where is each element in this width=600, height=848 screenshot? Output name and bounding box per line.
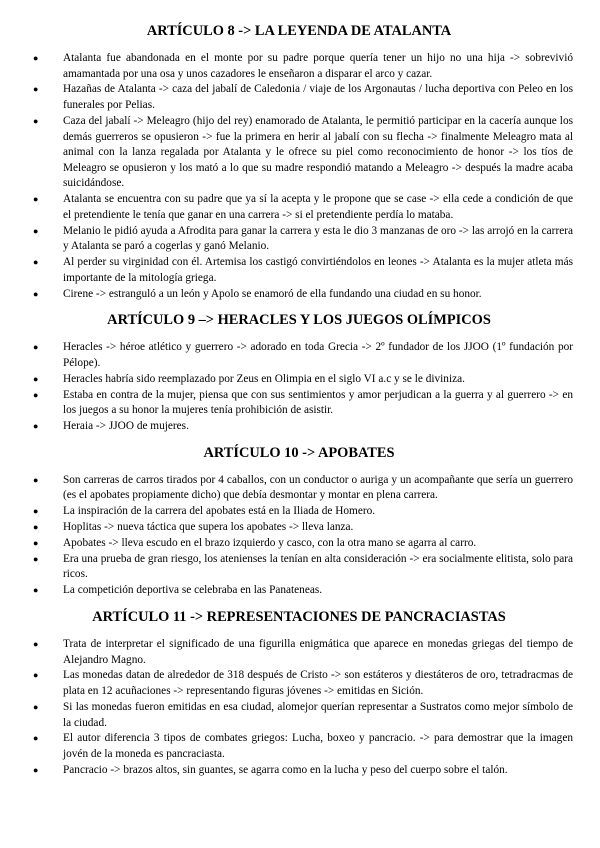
list-item-text: Estaba en contra de la mujer, piensa que con sus sentimientos y amor perjudican a la guerra y al guerrero -> en los juegos a su honor la mujeres tenía prohibición de asistir. — [63, 388, 573, 417]
list-item-text: Si las monedas fueron emitidas en esa ciudad, alomejor querían representar a Sustratos como mejor símbolo de la ciudad. — [63, 700, 573, 729]
section-articulo-8 — [25, 22, 573, 302]
section-articulo-10 — [25, 444, 573, 599]
list-item-text: Hazañas de Atalanta -> caza del jabalí de Caledonia / viaje de los Argonautas / lucha deportiva con Peleo en los funerales por Pelias. — [63, 83, 573, 112]
list-item — [25, 287, 573, 303]
list-item — [25, 731, 573, 762]
list-item — [25, 473, 573, 504]
list-item — [25, 388, 573, 419]
list-item-text: Pancracio -> brazos altos, sin guantes, se agarra como en la lucha y peso del cuerpo sobre el talón. — [63, 763, 508, 776]
bullet-icon: ● — [33, 474, 39, 485]
bullet-icon: ● — [33, 522, 39, 533]
bullet-icon: ● — [33, 194, 39, 205]
section-articulo-11 — [25, 608, 573, 779]
bullet-icon: ● — [33, 288, 39, 299]
list-item — [25, 419, 573, 435]
bullet-icon: ● — [33, 257, 39, 268]
bullet-list — [25, 637, 573, 779]
bullet-icon: ● — [33, 225, 39, 236]
list-item-text: La competición deportiva se celebraba en las Panateneas. — [63, 584, 323, 597]
bullet-icon: ● — [33, 553, 39, 564]
list-item-text: Melanio le pidió ayuda a Afrodita para ganar la carrera y esta le dio 3 manzanas de oro -> las arrojó en la carrera y Atalanta se paró a cogerlas y ganó Melanio. — [63, 224, 573, 253]
bullet-icon: ● — [33, 115, 39, 126]
list-item — [25, 224, 573, 255]
list-item — [25, 114, 573, 192]
bullet-icon: ● — [33, 538, 39, 548]
list-item — [25, 763, 573, 779]
list-item-text: Al perder su virginidad con él. Artemisa los castigó convirtiéndolos en leones -> Atalanta es la mujer atleta más importante de la mitología griega. — [63, 256, 573, 284]
list-item-text: El autor diferencia 3 tipos de combates griegos: Lucha, boxeo y pancracio. -> para demostrar que la imagen jovén de la moneda es pancraciasta. — [63, 732, 573, 761]
list-item-text: Las monedas datan de alrededor de 318 después de Cristo -> son estáteros y diestáteros de oro, tetradracmas de plata en 12 acuñaciones -> representando figuras jóvenes -> emitidas en Sición. — [63, 669, 573, 698]
list-item-text: La inspiración de la carrera del apobates está en la Iliada de Homero. — [63, 505, 376, 518]
bullet-icon: ● — [33, 53, 39, 63]
bullet-icon: ● — [33, 389, 39, 400]
bullet-icon: ● — [33, 701, 39, 712]
list-item — [25, 51, 573, 82]
list-item — [25, 700, 573, 731]
list-item — [25, 668, 573, 699]
section-title: ARTÍCULO 11 -> REPRESENTACIONES DE PANCRACIASTAS — [92, 608, 506, 625]
list-item-text: Son carreras de carros tirados por 4 caballos, con un conductor o auriga y un acompañante que sería un guerrero (es el apobates propiamente dicho) que debía desmontar y montar en plena carrera. — [63, 473, 573, 502]
bullet-icon: ● — [33, 764, 39, 775]
bullet-list — [25, 51, 573, 302]
list-item-text: Hoplitas -> nueva táctica que supera los apobates -> lleva lanza. — [63, 521, 354, 534]
list-item — [25, 504, 573, 520]
list-item-text: Apobates -> lleva escudo en el brazo izquierdo y casco, con la otra mano se agarra al carro. — [63, 537, 477, 549]
list-item — [25, 372, 573, 388]
section-title: ARTÍCULO 9 –> HERACLES Y LOS JUEGOS OLÍMPICOS — [107, 312, 491, 329]
list-item-text: Era una prueba de gran riesgo, los atenienses la tenían en alta consideración -> era socialmente elitista, solo para ricos. — [63, 552, 573, 581]
list-item — [25, 583, 573, 599]
list-item — [25, 536, 573, 552]
section-title: ARTÍCULO 10 -> APOBATES — [203, 444, 395, 461]
bullet-icon: ● — [33, 84, 39, 95]
bullet-icon: ● — [33, 585, 39, 596]
list-item-text: Atalanta se encuentra con su padre que ya sí la acepta y le propone que se case -> ella cede a condición de que el pretendiente le tenía que ganar en una carrera -> si el pretendiente perdía lo mataba. — [63, 193, 573, 221]
section-title: ARTÍCULO 8 -> LA LEYENDA DE ATALANTA — [146, 23, 452, 39]
bullet-list — [25, 340, 573, 434]
section-articulo-9 — [25, 311, 573, 434]
bullet-icon: ● — [33, 342, 39, 353]
bullet-icon: ● — [33, 670, 39, 681]
list-item-text: Heraia -> JJOO de mujeres. — [63, 420, 189, 433]
list-item — [25, 552, 573, 583]
list-item — [25, 520, 573, 536]
list-item — [25, 255, 573, 286]
list-item-text: Cirene -> estranguló a un león y Apolo se enamoró de ella fundando una ciudad en su honor. — [63, 287, 482, 300]
bullet-icon: ● — [33, 373, 39, 384]
list-item — [25, 340, 573, 371]
bullet-icon: ● — [33, 506, 39, 517]
list-item-text: Heracles habría sido reemplazado por Zeus en Olimpia en el siglo VI a.c y se le diviniza. — [63, 372, 465, 385]
bullet-icon: ● — [33, 421, 39, 432]
bullet-icon: ● — [33, 638, 39, 649]
list-item-text: Atalanta fue abandonada en el monte por su padre porque quería tener un hijo no una hija -> sobrevivió amamantada por una osa y unos cazadores le enseñaron a disparar el arco y cazar. — [63, 52, 573, 80]
list-item — [25, 637, 573, 668]
list-item-text: Caza del jabalí -> Meleagro (hijo del rey) enamorado de Atalanta, le permitió participar en la cacería aunque los demás guerreros se opusieron -> fue la primera en herir al jabalí con su flecha -> finalmente Meleagro mata al animal con la lanza regalada por Atalanta y le ofrece su piel como reconocimiento de honor -> los tíos de Meleagro se opusieron y los mató a lo que su madre respondió matando a Meleagro -> después la madre acaba suicidándose. — [63, 114, 573, 190]
list-item-text: Trata de interpretar el significado de una figurilla enigmática que aparece en monedas griegas del tiempo de Alejandro Magno. — [63, 637, 573, 666]
bullet-icon: ● — [33, 733, 39, 744]
list-item — [25, 192, 573, 223]
list-item-text: Heracles -> héroe atlético y guerrero -> adorado en toda Grecia -> 2º fundador de los JJOO (1º fundación por Pélope). — [63, 341, 573, 369]
list-item — [25, 82, 573, 113]
bullet-list — [25, 473, 573, 599]
